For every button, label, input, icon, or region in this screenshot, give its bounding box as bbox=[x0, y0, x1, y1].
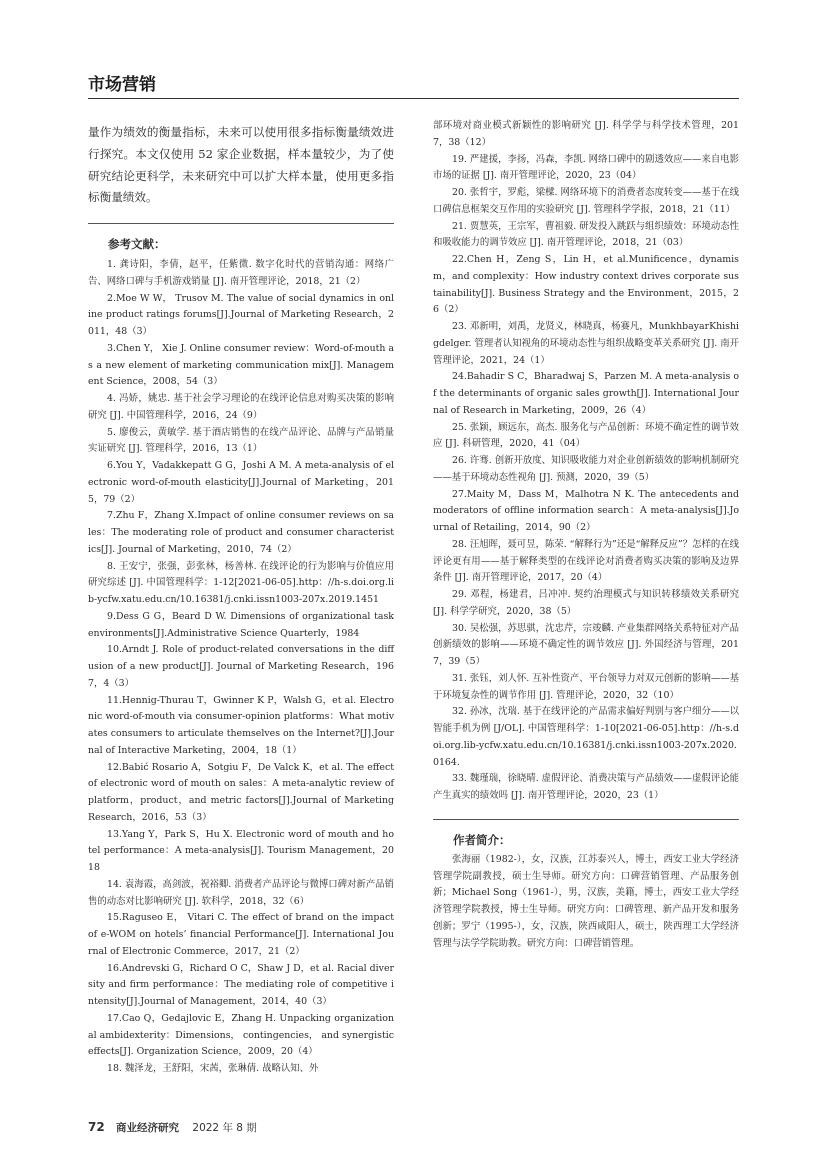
reference-item: 24.Bahadir S C，Bharadwaj S，Parzen M. A meta-analysis of the determinants of organic sales growth[J]. International Journal of Research in Marketing，2009，26（4） bbox=[433, 371, 739, 416]
reference-item: 5. 廖俊云，黄敏学. 基于酒店销售的在线产品评论、品牌与产品销量实证研究 [J]. 管理科学，2016，13（1） bbox=[88, 426, 394, 455]
reference-item: 3.Chen Y， Xie J. Online consumer review：Word-of-mouth as a new element of marketing communication mix[J]. Management Science，2008，54（3） bbox=[88, 342, 394, 388]
reference-item: 15.Raguseo E， Vitari C. The effect of brand on the impact of e-WOM on hotels’ financial Performance[J]. International Journal of Electronic Commerce，2017，21（2） bbox=[88, 912, 394, 957]
reference-item-continued: 部环境对商业模式新颖性的影响研究 [J]. 科学学与科学技术管理，2017，38（12） bbox=[433, 120, 739, 148]
references-heading: 参考文献： bbox=[108, 237, 166, 252]
reference-item: 9.Dess G G，Beard D W. Dimensions of organizational task environments[J].Administrative Science Quarterly，1984 bbox=[88, 610, 394, 639]
reference-item: 1. 龚诗阳，李倩，赵平，任紫微. 数字化时代的营销沟通：网络广告、网络口碑与手机游戏销量 [J]. 南开管理评论，2018，21（2） bbox=[88, 259, 394, 287]
reference-item: 11.Hennig-Thurau T，Gwinner K P，Walsh G，et al. Electronic word-of-mouth via consumer-opinion platforms：What motivates consumers to articulate themselves on the Internet?[J].Journal of Interactive Marketing，2004，18（1） bbox=[88, 694, 394, 756]
reference-item: 21. 贾慧英，王宗军，曹祖毅. 研发投入跳跃与组织绩效：环境动态性和吸收能力的调节效应 [J]. 南开管理评论，2018，21（03） bbox=[433, 220, 739, 249]
reference-item: 31. 张钰，刘人怀. 互补性资产、平台领导力对双元创新的影响——基于环境复杂性的调节作用 [J]. 管理评论，2020，32（10） bbox=[433, 672, 739, 701]
reference-item: 30. 吴松强，苏思骐，沈忠芹，宗竣麟. 产业集群网络关系特征对产品创新绩效的影响——环境不确定性的调节效应 [J]. 外国经济与管理，2017，39（5） bbox=[433, 622, 739, 667]
journal-issue: 2022 年 8 期 bbox=[192, 1122, 257, 1134]
page-footer bbox=[88, 1120, 257, 1135]
intro-paragraph: 量作为绩效的衡量指标，未来可以使用很多指标衡量绩效进行探究。本文仅使用 52 家企业数据，样本量较少，为了使研究结论更科学，未来研究中可以扩大样本量，使用更多指标衡量绩效。 bbox=[88, 125, 394, 205]
reference-item: 4. 冯娇，姚忠. 基于社会学习理论的在线评论信息对购买决策的影响研究 [J]. 中国管理科学，2016，24（9） bbox=[88, 393, 394, 421]
reference-item: 8. 王安宁，张强，彭张林，杨善林. 在线评论的行为影响与价值应用研究综述 [J]. 中国管理科学：1-12[2021-06-05].http：//h-s.doi.org.lib-ycfw.xatu.edu.cn/10.16381/j.cnki.issn1003-207x.2019.1451 bbox=[88, 560, 394, 606]
reference-item: 27.Maity M，Dass M，Malhotra N K. The antecedents and moderators of offline information search：A meta-analysis[J].Journal of Retailing，2014，90（2） bbox=[433, 488, 739, 533]
references-rule bbox=[88, 223, 394, 224]
page-number: 72 bbox=[88, 1120, 105, 1134]
reference-item: 29. 邓程，杨建君，吕冲冲. 契约治理模式与知识转移绩效关系研究 [J]. 科学学研究，2020，38（5） bbox=[433, 589, 739, 617]
header-rule bbox=[88, 98, 739, 99]
reference-item: 18. 魏泽龙，王舒阳，宋茜，张琳倩. 战略认知、外 bbox=[107, 1063, 319, 1075]
reference-item: 17.Cao Q，Gedajlovic E，Zhang H. Unpacking organizational ambidexterity：Dimensions， contingencies， and synergistic effects[J]. Organization Science，2009，20（4） bbox=[88, 1012, 394, 1058]
reference-item: 19. 严建援，李扬，冯森，李凯. 网络口碑中的剧透效应——来自电影市场的证据 [J]. 南开管理评论，2020，23（04） bbox=[433, 153, 739, 182]
reference-item: 22.Chen H，Zeng S，Lin H，et al.Munificence，dynamism，and complexity：How industry context drives corporate sustainability[J]. Business Strategy and the Environment，2015，26（2） bbox=[433, 254, 739, 316]
author-bio: 张海丽（1982-），女，汉族，江苏泰兴人，博士，西安工业大学经济管理学院副教授，硕士生导师。研究方向：口碑营销管理、产品服务创新；Michael Song（1961-），男，汉族，美籍，博士，西安工业大学经济管理学院教授，博士生导师。研究方向：口碑管理、新产品开发和服务创新；罗宁（1995-），女，汉族，陕西咸阳人，硕士，陕西理工大学经济管理与法学学院助教。研究方向：口碑营销管理。 bbox=[433, 853, 739, 949]
reference-item: 2.Moe W W， Trusov M. The value of social dynamics in online product ratings forums[J].Journal of Marketing Research，2011，48（3） bbox=[88, 292, 394, 338]
reference-item: 7.Zhu F，Zhang X.Impact of online consumer reviews on sales：The moderating role of product and consumer characteristics[J]. Journal of Marketing，2010，74（2） bbox=[88, 510, 394, 555]
references-list-right bbox=[433, 118, 739, 805]
reference-item: 25. 张颖，顾远东，高杰. 服务化与产品创新：环境不确定性的调节效应 [J]. 科研管理，2020，41（04） bbox=[433, 421, 739, 450]
section-title: 市场营销 bbox=[88, 75, 156, 95]
reference-item: 13.Yang Y，Park S，Hu X. Electronic word of mouth and hotel performance：A meta-analysis[J]. Tourism Management，2018 bbox=[88, 828, 394, 874]
reference-item: 33. 魏瑾瑞，徐晓晴. 虚假评论、消费决策与产品绩效——虚假评论能产生真实的绩效吗 [J]. 南开管理评论，2020，23（1） bbox=[433, 773, 739, 801]
author-heading: 作者简介： bbox=[453, 832, 511, 847]
reference-item: 20. 张哲宇，罗彪，梁樑. 网络环境下的消费者态度转变——基于在线口碑信息框架交互作用的实验研究 [J]. 管理科学学报，2018，21（11） bbox=[433, 187, 739, 215]
right-column bbox=[433, 118, 739, 952]
reference-item: 16.Andrevski G，Richard O C，Shaw J D，et al. Racial diversity and firm performance：The mediating role of competitive intensity[J].Journal of Management，2014，40（3） bbox=[88, 962, 394, 1008]
left-column bbox=[88, 118, 394, 1078]
reference-item: 23. 邓新明，刘禹，龙贤义，林晓真，杨赛凡，MunkhbayarKhishigdelger. 管理者认知视角的环境动态性与组织战略变革关系研究 [J]. 南开管理评论，2021，24（1） bbox=[433, 321, 739, 366]
author-rule bbox=[433, 819, 739, 820]
references-list-left bbox=[88, 257, 394, 1078]
reference-item: 10.Arndt J. Role of product-related conversations in the diffusion of a new product[J]. Journal of Marketing Research，1967，4（3） bbox=[88, 644, 394, 689]
journal-name: 商业经济研究 bbox=[116, 1122, 180, 1134]
reference-item: 6.You Y，Vadakkepatt G G，Joshi A M. A meta-analysis of electronic word-of-mouth elasticity[J].Journal of Marketing，2015，79（2） bbox=[88, 460, 394, 505]
reference-item: 14. 袁海霞，高剑波，祝裕卿. 消费者产品评论与微博口碑对新产品销售的动态对比影响研究 [J]. 软科学，2018，32（6） bbox=[88, 878, 394, 907]
reference-item: 12.Babić Rosario A，Sotgiu F，De Valck K，et al. The effect of electronic word of mouth on sales：A meta-analytic review of platform，product，and metric factors[J].Journal of Marketing Research，2016，53（3） bbox=[88, 761, 394, 823]
reference-item: 32. 孙冰，沈瑞. 基于在线评论的产品需求偏好判别与客户细分——以智能手机为例 [J/OL]. 中国管理科学：1-10[2021-06-05].http：//h-s.doi.org.lib-ycfw.xatu.edu.cn/10.16381/j.cnki.issn1003-207x.2020.0164. bbox=[433, 706, 739, 768]
reference-item: 28. 汪旭晖，聂可昱，陈荣. “解释行为”还是“解释反应”？怎样的在线评论更有用——基于解释类型的在线评论对消费者购买决策的影响及边界条件 [J]. 南开管理评论，2017，20（4） bbox=[433, 538, 739, 584]
reference-item: 26. 许骞. 创新开放度、知识吸收能力对企业创新绩效的影响机制研究——基于环境动态性视角 [J]. 预测，2020，39（5） bbox=[433, 455, 739, 483]
